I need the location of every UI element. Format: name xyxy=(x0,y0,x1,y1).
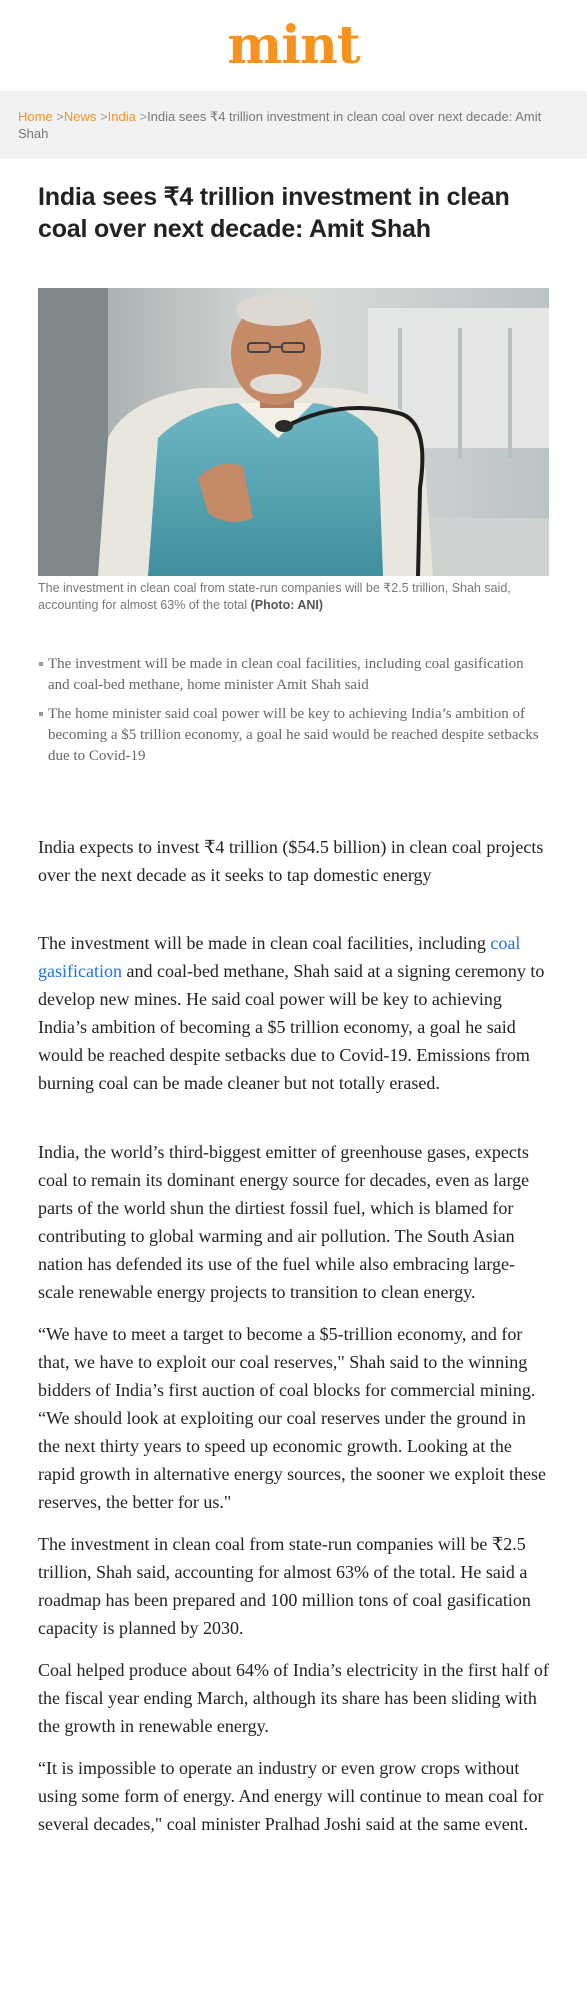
summary-item: The investment will be made in clean coal facilities, including coal gasification and coal-bed methane, home minister Amit Shah said xyxy=(38,654,549,696)
paragraph: The investment in clean coal from state-run companies will be ₹2.5 trillion, Shah said, accounting for almost 63% of the total. He said a roadmap has been prepared and 100 million tons of coal gasification capacity is planned by 2030. xyxy=(38,1534,531,1638)
paragraph-text: and coal-bed methane, Shah said at a signing ceremony to develop new mines. He said coal power will be key to achieving India’s ambition of becoming a $5 trillion economy, a goal he said would be reached despite setbacks due to Covid-19. Emissions from burning coal can be made cleaner but not totally erased. xyxy=(38,961,545,1093)
paragraph: India expects to invest ₹4 trillion ($54.5 billion) in clean coal projects over the next decade as it seeks to tap domestic energy xyxy=(38,837,544,885)
article-figure xyxy=(38,288,549,614)
breadcrumb-separator: > xyxy=(96,109,108,124)
coal-gasification-link[interactable]: coal gasification xyxy=(38,933,521,981)
paragraph: India, the world’s third-biggest emitter of greenhouse gases, expects coal to remain its dominant energy source for decades, even as large parts of the world shun the dirtiest fossil fuel, which is blamed for contributing to global warming and air pollution. The South Asian nation has defended its use of the fuel while also embracing large-scale renewable energy projects to transition to clean energy. xyxy=(38,1142,530,1302)
breadcrumb xyxy=(0,92,587,159)
article-photo xyxy=(38,288,549,576)
paragraph: “We have to meet a target to become a $5-trillion economy, and for that, we have to exploit our coal reserves," Shah said to the winning bidders of India’s first auction of coal blocks for commercial mining. “We should look at exploiting our coal reserves under the ground in the next thirty years to speed up economic growth. Looking at the rapid growth in alternative energy sources, the sooner we exploit these reserves, the better for us." xyxy=(38,1324,547,1512)
breadcrumb-separator: > xyxy=(52,109,64,124)
article-title: India sees ₹4 trillion investment in clean coal over next decade: Amit Shah xyxy=(38,183,510,243)
photo-caption xyxy=(38,576,549,614)
breadcrumb-separator: > xyxy=(135,109,148,124)
paragraph: “It is impossible to operate an industry or even grow crops without using some form of energy. And energy will continue to mean coal for several decades," coal minister Pralhad Joshi said at the same event. xyxy=(38,1758,544,1834)
article-summary xyxy=(38,654,549,767)
article xyxy=(0,159,587,1838)
article-body xyxy=(38,833,549,1838)
photo-caption-text: The investment in clean coal from state-run companies will be ₹2.5 trillion, Shah said, accounting for almost 63% of the total xyxy=(38,581,511,612)
mint-logo[interactable]: mint xyxy=(227,14,360,76)
breadcrumb-current: India sees ₹4 trillion investment in clean coal over next decade: Amit Shah xyxy=(18,109,542,141)
breadcrumb-news[interactable]: News xyxy=(63,109,97,124)
site-header xyxy=(0,0,587,92)
paragraph-text: The investment will be made in clean coal facilities, including xyxy=(38,933,491,953)
breadcrumb-india[interactable]: India xyxy=(107,109,136,124)
paragraph: Coal helped produce about 64% of India’s electricity in the first half of the fiscal year ending March, although its share has been sliding with the growth in renewable energy. xyxy=(38,1660,549,1736)
article-photo-illustration xyxy=(38,288,549,576)
breadcrumb-home[interactable]: Home xyxy=(18,109,53,124)
photo-credit: (Photo: ANI) xyxy=(250,598,324,612)
summary-item: The home minister said coal power will be key to achieving India’s ambition of becoming a $5 trillion economy, a goal he said would be reached despite setbacks due to Covid-19 xyxy=(38,704,549,767)
paragraph xyxy=(38,929,549,1097)
